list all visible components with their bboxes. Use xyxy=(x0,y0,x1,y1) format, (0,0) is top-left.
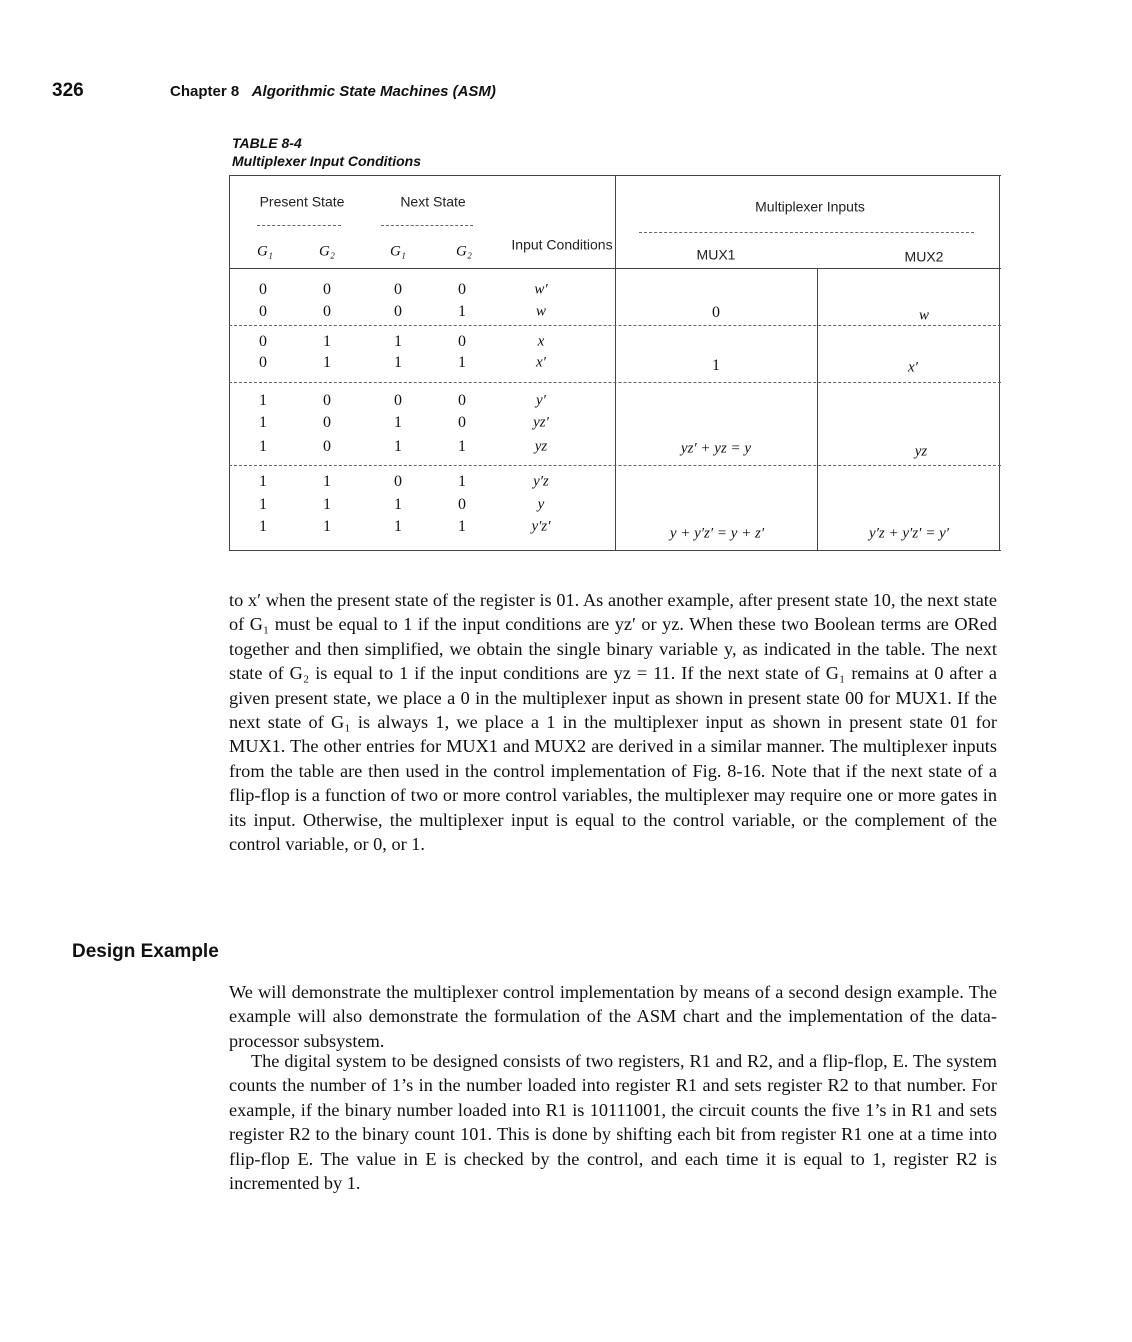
cell-next-g2: 0 xyxy=(458,333,466,350)
present-state-underline xyxy=(257,225,341,226)
cell-present-g2: 1 xyxy=(323,496,331,513)
cell-present-g1: 0 xyxy=(259,333,267,350)
cell-input-condition: y′ xyxy=(536,392,546,409)
cell-present-g2: 1 xyxy=(323,354,331,371)
cell-next-g2: 1 xyxy=(458,438,466,455)
mux1-value: 1 xyxy=(712,357,720,374)
chapter-name: Algorithmic State Machines (ASM) xyxy=(251,83,496,100)
next-state-header: Next State xyxy=(400,193,466,210)
table-title: Multiplexer Input Conditions xyxy=(232,153,421,169)
mux1-value: 0 xyxy=(712,304,720,321)
cell-input-condition: x xyxy=(537,333,545,350)
cell-input-condition: y xyxy=(537,496,545,513)
cell-input-condition: yz xyxy=(534,438,548,455)
multiplexer-input-table xyxy=(229,175,1001,550)
cell-present-g1: 1 xyxy=(259,496,267,513)
group-rule-3 xyxy=(229,465,1001,466)
mux2-value: y′z + y′z′ = y′ xyxy=(868,525,950,542)
cell-next-g1: 0 xyxy=(394,392,402,409)
cell-next-g2: 0 xyxy=(458,414,466,431)
page-number: 326 xyxy=(52,80,84,101)
cell-next-g2: 0 xyxy=(458,496,466,513)
table-caption xyxy=(232,134,421,170)
cell-input-condition: w xyxy=(535,303,547,320)
cell-present-g1: 0 xyxy=(259,303,267,320)
mux-inputs-underline xyxy=(639,232,974,233)
cell-next-g1: 1 xyxy=(394,438,402,455)
mux1-value: yz′ + yz = y xyxy=(680,440,752,457)
table-bottom-rule-left xyxy=(229,550,615,551)
cell-next-g1: 0 xyxy=(394,281,402,298)
cell-next-g2: 1 xyxy=(458,303,466,320)
mux2-value: x′ xyxy=(908,359,918,376)
cell-present-g2: 1 xyxy=(323,333,331,350)
body-paragraph: We will demonstrate the multiplexer control implementation by means of a second design example. The example will also demonstrate the formulation of the ASM chart and the implementation of the data-processor subsystem. xyxy=(229,982,997,1051)
mux1-value: y + y′z′ = y + z′ xyxy=(669,525,765,542)
cell-input-condition: yz′ xyxy=(533,414,549,431)
mux2-value: w xyxy=(918,307,930,324)
cell-input-condition: y′z xyxy=(533,473,549,490)
header-rule xyxy=(229,268,1001,269)
cell-present-g2: 1 xyxy=(323,473,331,490)
input-conditions-header: Input Conditions xyxy=(511,236,613,253)
cell-present-g1: 1 xyxy=(259,392,267,409)
table-label: TABLE 8-4 xyxy=(232,135,302,151)
mux1-mux2-divider xyxy=(817,268,818,550)
section-heading: Design Example xyxy=(72,941,219,962)
cell-next-g1: 1 xyxy=(394,354,402,371)
cell-present-g2: 1 xyxy=(323,518,331,535)
cell-present-g1: 1 xyxy=(259,414,267,431)
cell-present-g1: 1 xyxy=(259,473,267,490)
cell-present-g2: 0 xyxy=(323,281,331,298)
cell-next-g1: 1 xyxy=(394,333,402,350)
cell-next-g1: 1 xyxy=(394,496,402,513)
cell-next-g2: 1 xyxy=(458,473,466,490)
cell-input-condition: y′z′ xyxy=(531,518,551,535)
cell-present-g1: 0 xyxy=(259,354,267,371)
present-state-header: Present State xyxy=(259,193,345,210)
table-left-rule xyxy=(229,175,230,550)
next-g1-header: G₁ xyxy=(389,243,407,260)
cell-present-g1: 1 xyxy=(259,518,267,535)
mux-divider xyxy=(615,175,616,550)
cell-next-g1: 0 xyxy=(394,303,402,320)
cell-present-g2: 0 xyxy=(323,438,331,455)
cell-present-g1: 0 xyxy=(259,281,267,298)
cell-present-g2: 0 xyxy=(323,392,331,409)
cell-next-g1: 1 xyxy=(394,414,402,431)
cell-next-g1: 0 xyxy=(394,473,402,490)
chapter-title xyxy=(170,83,496,100)
running-head xyxy=(52,80,1092,104)
mux2-value: yz xyxy=(914,443,928,460)
cell-present-g2: 0 xyxy=(323,414,331,431)
mux1-header: MUX1 xyxy=(696,246,736,263)
mux2-header: MUX2 xyxy=(904,248,944,265)
cell-next-g2: 0 xyxy=(458,392,466,409)
table-bottom-rule-right xyxy=(615,550,1001,551)
cell-next-g2: 1 xyxy=(458,354,466,371)
group-rule-2 xyxy=(229,382,1001,383)
chapter-label: Chapter 8 xyxy=(170,83,240,100)
cell-next-g2: 1 xyxy=(458,518,466,535)
group-rule-1 xyxy=(229,325,1001,326)
cell-input-condition: w′ xyxy=(534,281,548,298)
cell-next-g1: 1 xyxy=(394,518,402,535)
present-g1-header: G₁ xyxy=(256,243,274,260)
mux-inputs-header: Multiplexer Inputs xyxy=(755,198,865,215)
cell-input-condition: x′ xyxy=(536,354,546,371)
body-paragraph: The digital system to be designed consists of two registers, R1 and R2, and a flip-flop, E. The system counts the number of 1’s in the number loaded into register R1 and sets register R2 to that number. For example, if the binary number loaded into R1 is 10111001, the circuit counts the five 1’s in R1 and sets register R2 to the binary count 101. This is done by shifting each bit from register R1 one at a time into flip-flop E. The value in E is checked by the control, and each time it is equal to 1, register R2 is incremented by 1. xyxy=(229,1051,997,1194)
present-g2-header: G₂ xyxy=(318,243,336,260)
next-state-underline xyxy=(381,225,473,226)
table-right-rule xyxy=(999,175,1000,550)
cell-next-g2: 0 xyxy=(458,281,466,298)
body-paragraph: to x′ when the present state of the register is 01. As another example, after present state 10, the next state of G₁ must be equal to 1 if the input conditions are yz′ or yz. When these two Boolean terms are ORed together and then simplified, we obtain the single binary variable y, as indicated in the table. The next state of G₂ is equal to 1 if the input conditions are yz = 11. If the next state of G₁ remains at 0 after a given present state, we place a 0 in the multiplexer input as shown in present state 00 for MUX1. If the next state of G₁ is always 1, we place a 1 in the multiplexer input as shown in present state 01 for MUX1. The other entries for MUX1 and MUX2 are derived in a similar manner. The multiplexer inputs from the table are then used in the control implementation of Fig. 8-16. Note that if the next state of a flip-flop is a function of two or more control variables, the multiplexer may require one or more gates in its input. Otherwise, the multiplexer input is equal to the control variable, or the complement of the control variable, or 0, or 1. xyxy=(229,590,997,855)
cell-present-g1: 1 xyxy=(259,438,267,455)
cell-present-g2: 0 xyxy=(323,303,331,320)
next-g2-header: G₂ xyxy=(455,243,473,260)
